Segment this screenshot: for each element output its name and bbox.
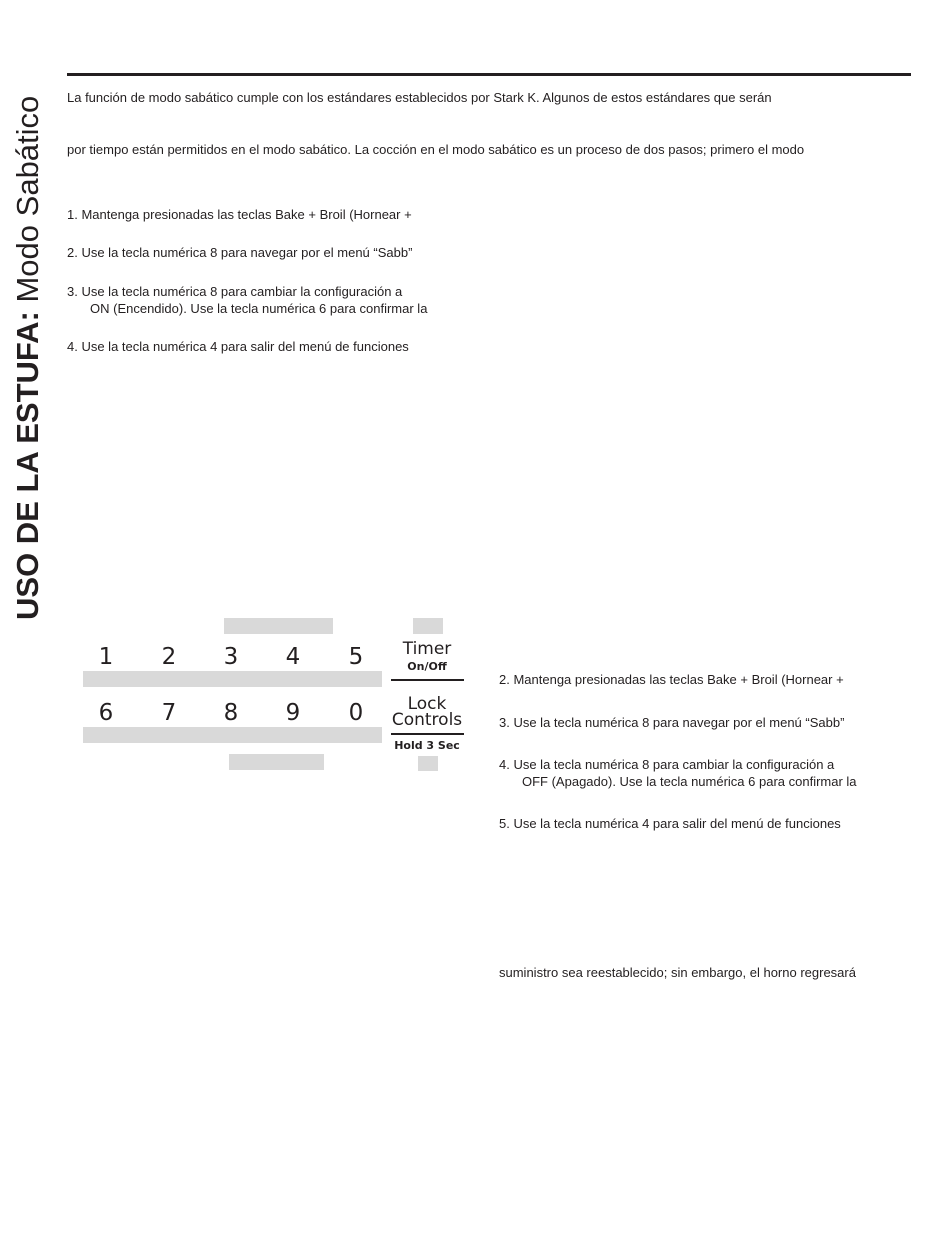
keypad-key-1: 1: [98, 644, 114, 670]
keypad-key-4: 4: [285, 644, 301, 670]
timer-top-bar: [413, 618, 443, 634]
timer-label: Timer: [402, 639, 452, 659]
keypad-key-3: 3: [223, 644, 239, 670]
keypad-key-9: 9: [285, 700, 301, 726]
keypad-key-5: 5: [348, 644, 364, 670]
step-off-4-continued: OFF (Apagado). Use la tecla numérica 6 para confirmar la: [522, 774, 857, 789]
intro-line-2: por tiempo están permitidos en el modo sabático. La cocción en el modo sabático es un proceso de dos pasos; primero el modo: [67, 142, 805, 157]
timer-sublabel: On/Off: [407, 660, 447, 673]
step-off-3: 3. Use la tecla numérica 8 para navegar por el menú “Sabb”: [499, 715, 845, 730]
keypad-row1-bar: [83, 671, 382, 687]
section-title-bold: USO DE LA ESTUFA:: [10, 311, 45, 620]
lock-label: Lock: [407, 694, 447, 714]
intro-line-1: La función de modo sabático cumple con los estándares establecidos por Stark K. Algunos de estos estándares que serán: [67, 90, 772, 105]
section-title-light: Modo Sabático: [10, 95, 45, 312]
keypad-top-bar: [224, 618, 333, 634]
lock-bottom-bar: [418, 756, 438, 771]
keypad-key-0: 0: [348, 700, 364, 726]
step-on-3-continued: ON (Encendido). Use la tecla numérica 6 para confirmar la: [90, 301, 428, 316]
lock-sublabel: Hold 3 Sec: [394, 739, 460, 752]
page-section-title: [10, 96, 46, 620]
step-on-2: 2. Use la tecla numérica 8 para navegar por el menú “Sabb”: [67, 245, 413, 260]
keypad-row2-bar: [83, 727, 382, 743]
keypad-key-7: 7: [161, 700, 177, 726]
controls-label: Controls: [391, 710, 463, 730]
lock-underline: [391, 733, 464, 735]
step-off-5: 5. Use la tecla numérica 4 para salir del menú de funciones: [499, 816, 841, 831]
timer-underline: [391, 679, 464, 681]
header-rule: [67, 73, 911, 76]
power-outage-note: suministro sea reestablecido; sin embargo, el horno regresará: [499, 965, 856, 980]
step-on-1: 1. Mantenga presionadas las teclas Bake + Broil (Hornear +: [67, 207, 412, 222]
keypad-key-8: 8: [223, 700, 239, 726]
step-on-3: 3. Use la tecla numérica 8 para cambiar la configuración a: [67, 284, 403, 299]
keypad-bottom-bar: [229, 754, 324, 770]
keypad-key-2: 2: [161, 644, 177, 670]
step-on-4: 4. Use la tecla numérica 4 para salir del menú de funciones: [67, 339, 409, 354]
step-off-2: 2. Mantenga presionadas las teclas Bake + Broil (Hornear +: [499, 672, 844, 687]
step-off-4: 4. Use la tecla numérica 8 para cambiar la configuración a: [499, 757, 835, 772]
keypad-key-6: 6: [98, 700, 114, 726]
